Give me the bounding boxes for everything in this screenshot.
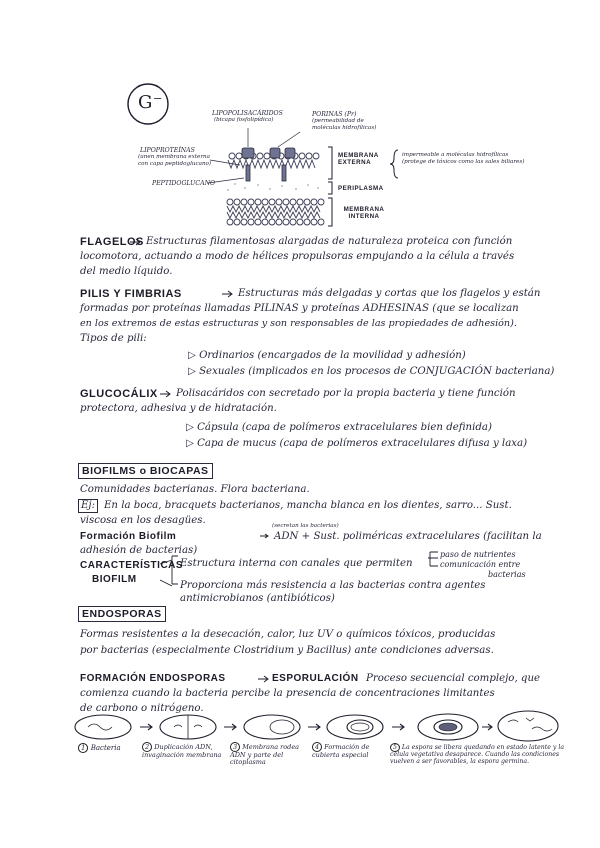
- step-3-number: 3: [230, 742, 240, 752]
- gram-negative-badge: G⁻: [138, 92, 163, 113]
- label-lipopolisacaridos-sub: (bicapa fosfolipídica): [214, 117, 274, 123]
- endosporas-formacion-line-1: Proceso secuencial complejo, que: [366, 673, 541, 684]
- flagelos-line-2: locomotora, actuando a modo de hélices propulsoras empujando a la célula a través: [80, 251, 515, 262]
- label-periplasma: PERIPLASMA: [338, 185, 384, 192]
- glucocalix-tipo-2: ▷ Capa de mucus (capa de polímeros extracelulares difusa y laxa): [186, 438, 528, 449]
- heading-caracteristicas-biofilm: BIOFILM: [92, 574, 137, 585]
- glucocalix-line-1: Polisacáridos con secretado por la propia bacteria y tiene función: [176, 388, 516, 399]
- endosporas-line-1: Formas resistentes a la desecación, calor, luz UV o químicos tóxicos, producidas: [80, 629, 496, 640]
- biofilms-line-3: viscosa en los desagües.: [80, 515, 206, 526]
- label-lipoproteinas: LIPOPROTEÍNAS: [140, 147, 195, 154]
- pili-tipo-1-text: Ordinarios (encargados de la movilidad y adhesión): [199, 350, 466, 361]
- label-lipopolisacaridos: LIPOPOLISACÁRIDOS: [212, 110, 283, 117]
- endosporas-esporulacion: ESPORULACIÓN: [272, 673, 359, 684]
- endosporas-line-2: por bacterias (especialmente Clostridium y Bacillus) ante condiciones adversas.: [80, 645, 494, 656]
- step-2-text: Duplicación ADN, invaginación membrana: [142, 743, 222, 759]
- label-lipoproteinas-sub2: con capa peptidoglucano): [138, 161, 212, 167]
- heading-formacion-biofilm: Formación Biofilm: [80, 531, 177, 542]
- biofilms-caract-2b: antimicrobianos (antibióticos): [180, 593, 335, 604]
- biofilms-formacion-small: (secretan las bacterias): [272, 523, 339, 529]
- pili-tipo-1: ▷ Ordinarios (encargados de la movilidad y adhesión): [188, 350, 466, 361]
- heading-pilis-fimbrias: PILIS Y FIMBRIAS: [80, 288, 182, 300]
- heading-endosporas: ENDOSPORAS: [78, 606, 166, 622]
- label-lipoproteinas-sub1: (unen membrana externa: [138, 154, 210, 160]
- glucocalix-tipo-1: ▷ Cápsula (capa de polímeros extracelulares bien definida): [186, 422, 492, 433]
- label-peptidoglucano: PEPTIDOGLUCANO: [152, 180, 216, 187]
- step-1-text: Bacteria: [90, 744, 121, 752]
- endosporas-formacion-line-2: comienza cuando la bacteria percibe la presencia de concentraciones limitantes: [80, 688, 495, 699]
- biofilms-caract-1c: bacterias: [488, 570, 526, 579]
- glucocalix-line-2: protectora, adhesiva y de hidratación.: [80, 403, 277, 414]
- step-3-text: Membrana rodea ADN y parte del citoplasma: [230, 743, 300, 766]
- pilis-line-3: en los extremos de estas estructuras y son responsables de las propiedades de adhesión).: [80, 318, 517, 329]
- step-2-number: 2: [142, 742, 152, 752]
- step-4-text: Formación de cubierta especial: [312, 743, 370, 759]
- flagelos-line-3: del medio líquido.: [80, 266, 173, 277]
- pilis-line-2: formadas por proteínas llamadas PILINAS y proteínas ADHESINAS (que se localizan: [80, 303, 519, 314]
- heading-glucocalix: GLUCOCÁLIX: [80, 388, 158, 400]
- glucocalix-tipo-2-text: Capa de mucus (capa de polímeros extracelulares difusa y laxa): [197, 438, 528, 449]
- heading-flagelos: FLAGELOS: [80, 236, 144, 248]
- glucocalix-tipo-1-text: Cápsula (capa de polímeros extracelulares bien definida): [197, 422, 492, 433]
- pili-tipo-2-text: Sexuales (implicados en los procesos de CONJUGACIÓN bacteriana): [199, 366, 555, 377]
- endospore-step-3: [230, 744, 306, 767]
- endosporas-formacion-line-3: de carbono o nitrógeno.: [80, 703, 204, 714]
- biofilms-line-2: En la boca, bracquets bacterianos, mancha blanca en los dientes, sarro... Sust.: [104, 500, 512, 511]
- periplasm-drawing: [227, 183, 319, 191]
- biofilms-caract-1a: paso de nutrientes: [440, 550, 516, 559]
- label-porinas: PORINAS (Pr): [312, 111, 357, 118]
- step-4-number: 4: [312, 742, 322, 752]
- biofilms-caract-1b: comunicación entre: [440, 560, 521, 569]
- biofilms-line-1: Comunidades bacterianas. Flora bacteriana.: [80, 484, 310, 495]
- biofilms-formacion-text: ADN + Sust. poliméricas extracelulares (facilitan la: [274, 531, 542, 542]
- label-membrana-interna: MEMBRANA INTERNA: [343, 206, 385, 220]
- biofilms-formacion-text2: adhesión de bacterias): [80, 545, 198, 556]
- endospore-step-4: [312, 744, 382, 759]
- endospore-step-1: [78, 744, 136, 752]
- heading-caracteristicas: CARACTERÍSTICAS: [80, 560, 184, 571]
- label-membrana-externa-note2: (protege de tóxicos como las sales biliares): [402, 159, 525, 165]
- endospore-stages: [75, 711, 558, 741]
- heading-formacion-endosporas: FORMACIÓN ENDOSPORAS: [80, 673, 226, 684]
- heading-biofilms: BIOFILMS o BIOCAPAS: [78, 463, 213, 479]
- biofilms-caract-2: Proporciona más resistencia a las bacterias contra agentes: [180, 580, 486, 591]
- biofilms-caract-1: Estructura interna con canales que permiten: [180, 558, 413, 569]
- endospore-step-5: [390, 744, 566, 766]
- label-porinas-sub1: (permeabilidad de: [312, 118, 364, 124]
- pilis-line-4: Tipos de pili:: [80, 333, 147, 344]
- label-membrana-externa-note1: impermeable a moléculas hidrofílicas: [402, 152, 509, 158]
- step-5-text: La espora se libera quedando en estado latente y la célula vegetativa desaparece. Cuando las condiciones vuelven a ser favorables, la espora germina.: [390, 744, 565, 766]
- flagelos-line-1: Estructuras filamentosas alargadas de naturaleza proteica con función: [146, 236, 513, 247]
- label-membrana-externa: MEMBRANA EXTERNA: [338, 152, 379, 166]
- pilis-line-1: Estructuras más delgadas y cortas que los flagelos y están: [238, 288, 541, 299]
- pili-tipo-2: ▷ Sexuales (implicados en los procesos de CONJUGACIÓN bacteriana): [188, 366, 555, 377]
- step-1-number: 1: [78, 743, 88, 753]
- endospore-step-2: [142, 744, 222, 759]
- label-porinas-sub2: moléculas hidrofílicas): [312, 125, 377, 131]
- inner-membrane-drawing: [227, 199, 324, 225]
- biofilms-ej: Ej:: [78, 499, 98, 513]
- step-5-number: 5: [390, 743, 400, 752]
